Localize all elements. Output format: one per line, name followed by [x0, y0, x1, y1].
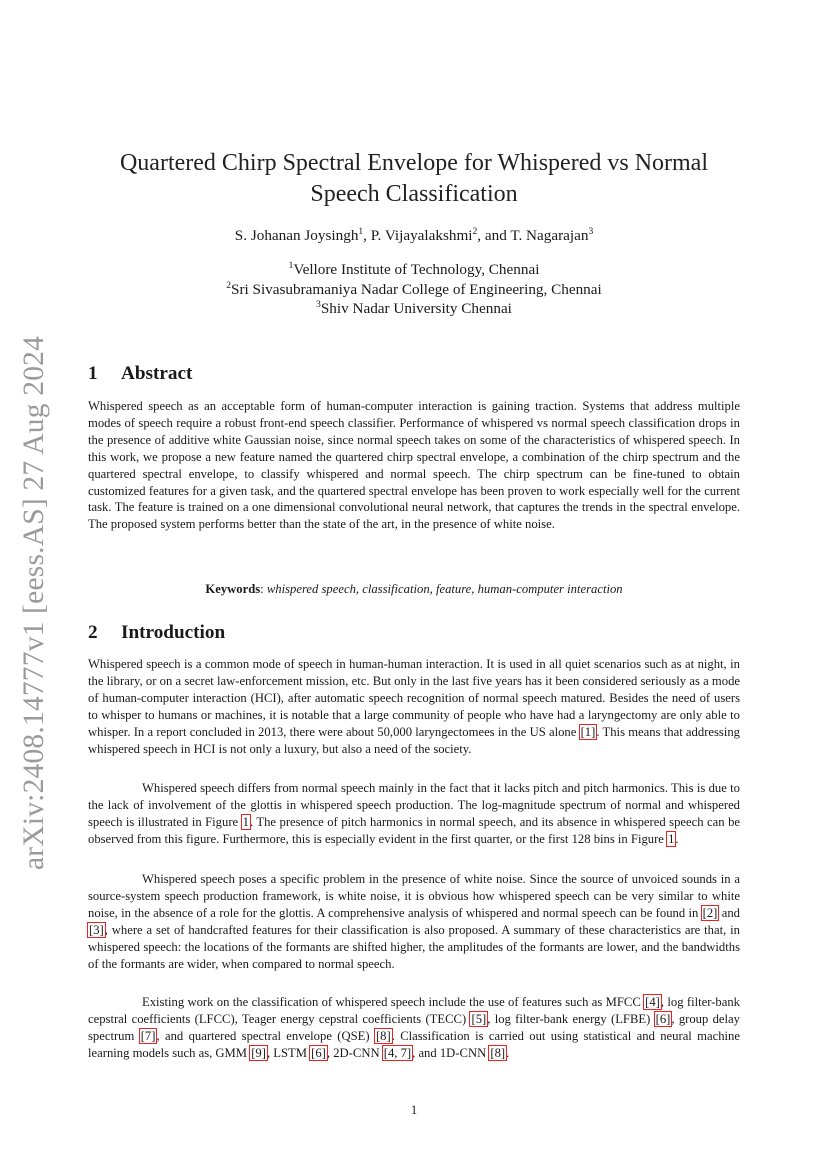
title-line-1: Quartered Chirp Spectral Envelope for Whispered vs Normal [119, 150, 709, 176]
intro-paragraph-4 [88, 994, 740, 1062]
paragraph-text: , log filter-bank cepstral coefficients (LFCC), Teager energy cepstral coefficients (TECC) [88, 995, 740, 1026]
citation-link[interactable]: [4, 7] [383, 1045, 412, 1060]
paragraph-text: , 2D-CNN [326, 1045, 383, 1060]
paragraph-text: Whispered speech is a common mode of speech in human-human interaction. It is used in all quiet scenarios such as at night, in the library, or on a secret law-enforcement mission, etc. But only in the last five years has it been considered seriously as a mode of human-computer interaction (HCI), after automatic speech recognition of normal speech matured. Besides the need of users to whisper to humans or machines, it is notable that a large community of people who have had a laryngectomy are only able to whisper. In a report concluded in 2013, there were about 50,000 laryngectomees in the US alone [88, 657, 740, 739]
paragraph-text: Existing work on the classification of whispered speech include the use of features such as MFCC [142, 995, 645, 1009]
citation-link[interactable]: [8] [490, 1045, 506, 1060]
paragraph-text: , LSTM [266, 1045, 311, 1060]
section-number: 1 [88, 363, 98, 384]
citation-link[interactable]: [1] [580, 724, 596, 739]
author-affil-marker: 1 [358, 226, 364, 237]
affiliation-text: Sri Sivasubramaniya Nadar College of Engineering, Chennai [231, 280, 602, 298]
paragraph-text: , and quartered spectral envelope (QSE) [156, 1028, 375, 1043]
paragraph-text: . Classification is carried out using statistical and neural machine learning models such as, GMM [88, 1028, 740, 1060]
author-affil-marker: 2 [472, 226, 478, 237]
paragraph-text: Whispered speech differs from normal speech mainly in the fact that it lacks pitch and pitch harmonics. This is due to the lack of involvement of the glottis in whispered speech production. The log-magnitude spectrum of normal and whispered speech is illustrated in Figure [88, 781, 740, 829]
citation-link[interactable]: [8] [375, 1028, 391, 1043]
paragraph-text: . [675, 831, 679, 846]
paragraph-text: and [718, 905, 740, 920]
citation-link[interactable]: [2] [702, 905, 718, 920]
affiliation-marker: 1 [288, 260, 294, 271]
citation-link[interactable]: [9] [251, 1045, 266, 1060]
keywords: Keywords: whispered speech, classification, feature, human-computer interaction [205, 582, 623, 596]
paragraph-text: . This means that addressing whispered speech in HCI is not only a luxury, but also a need of the society. [88, 724, 740, 756]
affiliation-marker: 2 [226, 280, 231, 291]
affiliation [88, 280, 740, 300]
intro-paragraph-1 [88, 656, 740, 757]
keywords-text: whispered speech, classification, feature, human-computer interaction [266, 582, 623, 596]
author-separator: , and [477, 227, 511, 244]
figure-link[interactable]: 1 [668, 831, 675, 846]
section-number: 2 [88, 622, 98, 643]
paragraph-text: , group delay spectrum [88, 1011, 740, 1043]
abstract-text: Whispered speech as an acceptable form of human-computer interaction is gaining traction. Systems that address multiple modes of speech require a robust front-end speech classifier. Performance of whispered vs normal speech classification drops in the presence of additive white Gaussian noise, since normal speech takes on some of the characteristics of whispered speech. In this work, we propose a new feature named the quartered chirp spectral envelope, a combination of the chirp spectrum and the quartered spectral envelope, to classify whispered and normal speech. The chirp spectrum can be fine-tuned to obtain customized features for a given task, and the quartered spectral envelope has been proven to work especially well for the current task. The feature is trained on a one dimensional convolutional neural network, that captures the trends in the spectral envelope. The proposed system performs better than the state of the art, in the presence of white noise. [88, 399, 740, 532]
section-title: Abstract [121, 363, 193, 384]
affiliation [88, 260, 740, 280]
intro-paragraph-2 [88, 780, 740, 848]
author-name: S. Johanan Joysingh [234, 227, 359, 244]
citation-link[interactable]: [6] [655, 1011, 671, 1026]
citation-link[interactable]: [6] [311, 1045, 326, 1060]
citation-link[interactable]: [4] [645, 995, 660, 1009]
author-name: P. Vijayalakshmi [370, 227, 473, 244]
author-name: T. Nagarajan [510, 227, 589, 244]
arxiv-identifier: arXiv:2408.14777v1 [eess.AS] 27 Aug 2024 [18, 335, 50, 870]
paragraph-text: . The presence of pitch harmonics in normal speech, and its absence in whispered speech can be observed from this figure. Furthermore, this is especially evident in the first quarter, or the first 128 bins in Figure [88, 814, 740, 846]
affiliation-text: Shiv Nadar University Chennai [320, 300, 512, 317]
figure-link[interactable]: 1 [242, 814, 249, 829]
author-affil-marker: 3 [588, 226, 594, 237]
author-separator: , [363, 227, 371, 244]
author-list [88, 226, 740, 246]
affiliation-marker: 3 [316, 299, 321, 310]
paper-title [88, 148, 740, 210]
affiliation [88, 299, 740, 319]
paragraph-text: , where a set of handcrafted features for their classification is also proposed. A summary of these characteristics are that, in whispered speech: the locations of the formants are shifted higher, the amplitudes of the formants are lower, and the bandwidths of the formants are wider, when compared to normal speech. [88, 922, 740, 971]
abstract-heading [88, 362, 740, 386]
affiliation-list [88, 260, 740, 319]
citation-link[interactable]: [7] [140, 1028, 156, 1043]
paragraph-text: , and 1D-CNN [412, 1045, 490, 1060]
citation-link[interactable]: [5] [471, 1011, 487, 1026]
affiliation-text: Vellore Institute of Technology, Chennai [293, 261, 540, 278]
section-title: Introduction [121, 622, 226, 643]
title-line-2: Speech Classification [310, 181, 518, 207]
paragraph-text: , log filter-bank energy (LFBE) [487, 1011, 655, 1026]
introduction-heading [88, 621, 740, 645]
paragraph-text: Whispered speech poses a specific problem in the presence of white noise. Since the source of unvoiced sounds in a source-system speech production framework, is white noise, it is obvious how whispered speech can be very similar to white noise, in the absence of a role for the glottis. A comprehensive analysis of whispered and normal speech can be found in [88, 872, 740, 920]
page-number: 1 [410, 1103, 418, 1117]
keywords-label: Keywords [205, 582, 261, 596]
citation-link[interactable]: [3] [89, 922, 104, 937]
paragraph-text: . [506, 1045, 510, 1060]
intro-paragraph-3 [88, 871, 740, 972]
